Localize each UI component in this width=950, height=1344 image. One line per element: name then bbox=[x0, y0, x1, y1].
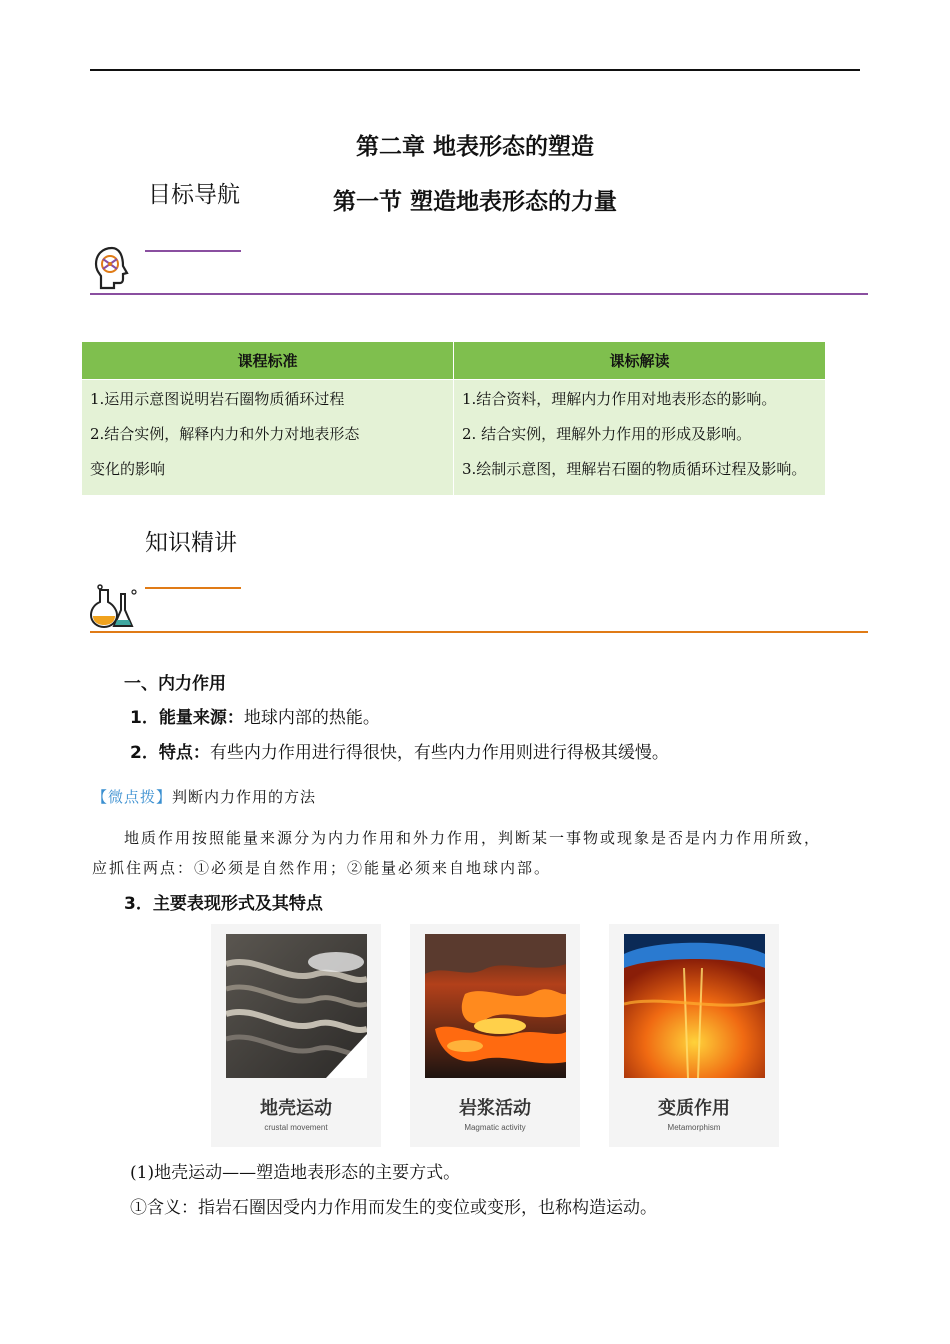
earth-interior-image bbox=[624, 934, 765, 1078]
interpretation-line: 1.结合资料，理解内力作用对地表形态的影响。 bbox=[462, 390, 777, 408]
chapter-title: 第二章 地表形态的塑造 bbox=[355, 134, 594, 160]
orange-divider bbox=[90, 631, 868, 633]
section-title: 第一节 塑造地表形态的力量 bbox=[332, 189, 617, 215]
form-title: 岩浆活动 bbox=[459, 1098, 531, 1119]
crustal-movement-heading: (1)地壳运动——塑造地表形态的主要方式。 bbox=[130, 1163, 461, 1183]
form-card-metamorphism bbox=[609, 924, 779, 1147]
energy-source-text: 地球内部的热能。 bbox=[243, 708, 380, 728]
tip-paragraph-line: 地质作用按照能量来源分为内力作用和外力作用，判断某一事物或现象是否是内力作用所致， bbox=[124, 829, 822, 847]
energy-source-label: 1．能量来源： bbox=[130, 708, 244, 728]
nav-heading: 目标导航 bbox=[148, 182, 240, 208]
tip-heading bbox=[92, 786, 316, 807]
standard-line: 2.结合实例，解释内力和外力对地表形态 bbox=[90, 425, 360, 443]
standards-cell bbox=[82, 380, 454, 496]
forms-heading: 3．主要表现形式及其特点 bbox=[124, 894, 323, 914]
form-title: 地壳运动 bbox=[260, 1098, 332, 1119]
nav-underline bbox=[145, 250, 241, 252]
features-line bbox=[130, 738, 669, 763]
form-title: 变质作用 bbox=[658, 1098, 730, 1119]
energy-source-line bbox=[130, 703, 380, 728]
features-label: 2．特点： bbox=[130, 743, 210, 763]
form-card-magmatic-activity bbox=[410, 924, 580, 1147]
flask-icon bbox=[88, 584, 138, 630]
interpretation-line: 3.绘制示意图，理解岩石圈的物质循环过程及影响。 bbox=[462, 460, 807, 478]
tip-tag: 【微点拨】 bbox=[92, 788, 173, 806]
brain-head-icon bbox=[92, 244, 132, 292]
purple-divider bbox=[90, 293, 868, 295]
interpretations-cell bbox=[454, 380, 826, 496]
knowledge-underline bbox=[145, 587, 241, 589]
lava-flow-image bbox=[425, 934, 566, 1078]
rock-strata-image bbox=[226, 934, 367, 1078]
standard-line: 变化的影响 bbox=[90, 460, 166, 478]
column-header-interpretation: 课标解读 bbox=[454, 342, 826, 380]
column-header-standard: 课程标准 bbox=[82, 342, 454, 380]
form-subtitle: crustal movement bbox=[264, 1123, 328, 1132]
curriculum-table bbox=[81, 341, 826, 496]
standard-line: 1.运用示意图说明岩石圈物质循环过程 bbox=[90, 390, 345, 408]
crustal-movement-definition: ①含义：指岩石圈因受内力作用而发生的变位或变形，也称构造运动。 bbox=[130, 1198, 657, 1218]
tip-title: 判断内力作用的方法 bbox=[172, 788, 317, 806]
interpretation-line: 2. 结合实例，理解外力作用的形成及影响。 bbox=[462, 425, 752, 443]
form-subtitle: Magmatic activity bbox=[464, 1123, 526, 1132]
form-subtitle: Metamorphism bbox=[667, 1123, 721, 1132]
form-card-crustal-movement bbox=[211, 924, 381, 1147]
top-rule bbox=[90, 69, 860, 71]
knowledge-heading: 知识精讲 bbox=[145, 530, 237, 556]
tip-paragraph-line: 应抓住两点：①必须是自然作用；②能量必须来自地球内部。 bbox=[92, 859, 552, 877]
section-heading-internal-force: 一、内力作用 bbox=[124, 674, 226, 694]
features-text: 有些内力作用进行得很快，有些内力作用则进行得极其缓慢。 bbox=[209, 743, 669, 763]
